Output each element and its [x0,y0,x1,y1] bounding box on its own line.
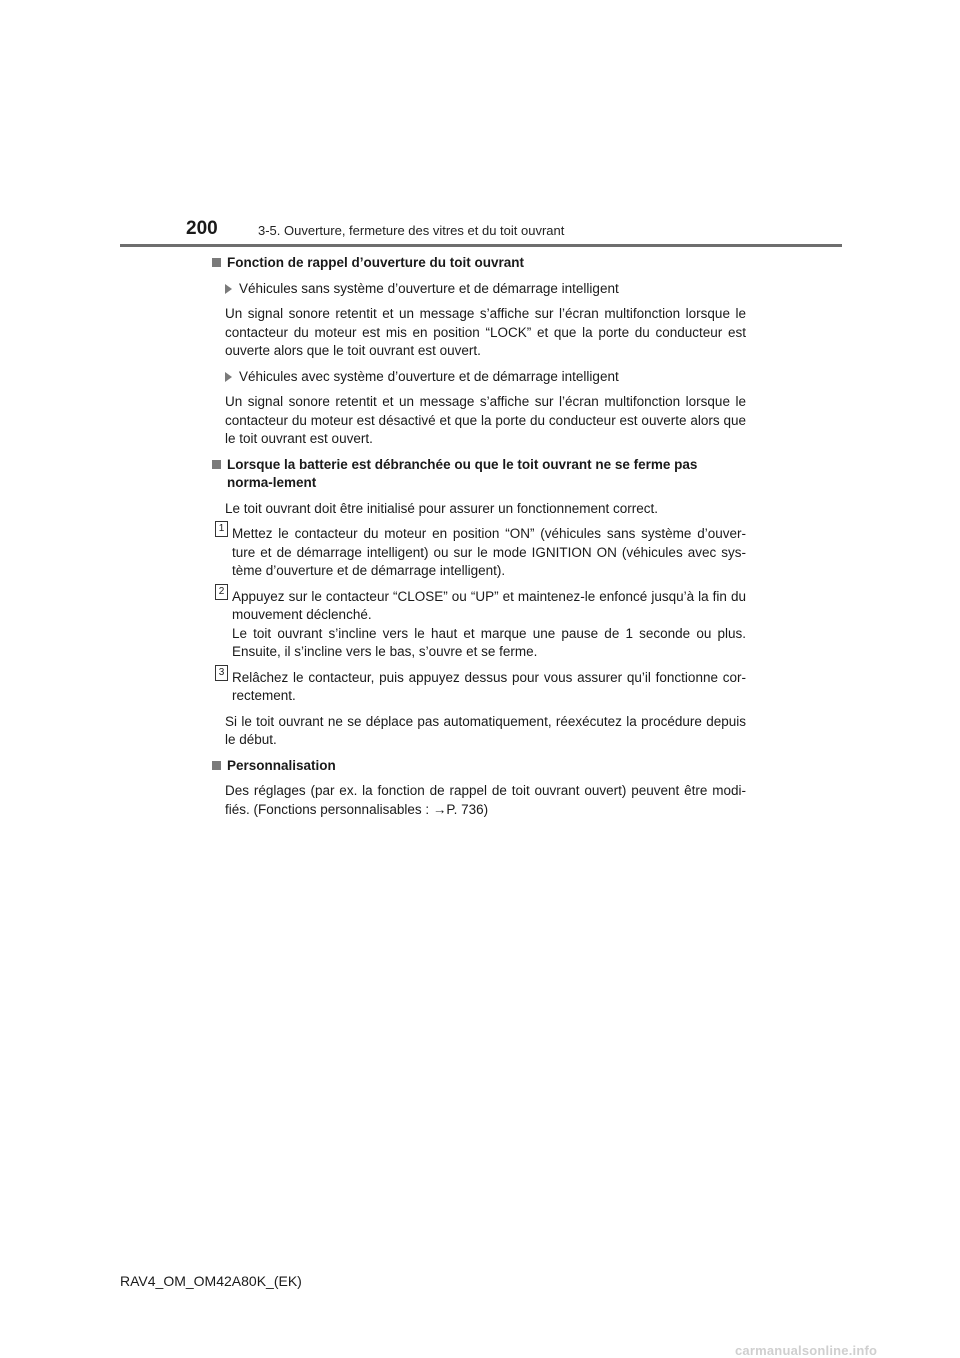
triangle-bullet-icon [225,284,232,294]
section-heading-text: Fonction de rappel d’ouverture du toit ouvrant [227,255,525,270]
step-item [218,585,746,662]
square-bullet-icon [212,460,221,469]
square-bullet-icon [212,258,221,267]
section-body [210,280,746,449]
page-number: 200 [186,218,218,239]
section-body [210,782,746,819]
step-instruction: Mettez le contacteur du moteur en position “ON” (véhicules sans système d’ouver-ture et de démarrage intelligent) ou sur le mode IGNITION ON (véhicules avec sys-tème d’ouverture et de démarrage intelligent). [232,526,746,578]
document-code: RAV4_OM_OM42A80K_(EK) [120,1273,302,1289]
watermark-text: carmanualsonline.info [735,1343,878,1358]
paragraph: Un signal sonore retentit et un message s’affiche sur l’écran multifonction lorsque le contacteur du moteur est désactivé et que la porte du conducteur est ouverte alors que le toit ouvrant est ouvert. [225,394,746,446]
section-heading [210,456,746,493]
section-heading-text: Lorsque la batterie est débranchée ou que le toit ouvrant ne se ferme pas norma-lement [227,456,698,490]
step-text [232,588,746,662]
step-item [218,666,746,706]
paragraph: Le toit ouvrant doit être initialisé pour assurer un fonctionnement correct. [225,500,658,516]
paragraph: Un signal sonore retentit et un message s’affiche sur l’écran multifonction lorsque le contacteur du moteur est mis en position “LOCK” et que la porte du conducteur est ouverte alors que le toit ouvrant est ouvert. [225,306,746,358]
vehicle-condition-item [225,368,746,387]
square-bullet-icon [212,761,221,770]
step-instruction: Appuyez sur le contacteur “CLOSE” ou “UP” et maintenez-le enfoncé jusqu’à la fin du mouvement déclenché. [232,588,746,622]
vehicle-condition-item [225,280,746,299]
section-customization [210,757,746,820]
paragraph: Des réglages (par ex. la fonction de rappel de toit ouvrant ouvert) peuvent être modi-fiés. (Fonctions personnalisables : →P. 736) [225,783,746,817]
section-battery-disconnected [210,456,746,750]
step-number-badge: 2 [215,584,228,600]
header-divider [120,244,842,247]
section-heading [210,254,746,273]
step-text [232,669,746,706]
step-result: Le toit ouvrant s’incline vers le haut et marque une pause de 1 seconde ou plus. Ensuite, il s’incline vers le bas, s’ouvre et se ferme. [232,625,746,659]
section-heading [210,757,746,776]
section-title: 3-5. Ouverture, fermeture des vitres et du toit ouvrant [258,223,565,238]
step-instruction: Relâchez le contacteur, puis appuyez dessus pour vous assurer qu’il fonctionne cor-rectement. [232,669,746,703]
step-text [232,525,746,581]
step-number-badge: 3 [215,665,228,681]
section-heading-text: Personnalisation [227,757,336,773]
step-item [218,523,746,581]
vehicle-condition-label: Véhicules avec système d’ouverture et de démarrage intelligent [239,368,619,384]
section-body [210,500,746,750]
page-content [210,254,746,826]
vehicle-condition-label: Véhicules sans système d’ouverture et de démarrage intelligent [239,280,619,296]
paragraph: Si le toit ouvrant ne se déplace pas automatiquement, réexécutez la procédure depuis le début. [225,713,746,747]
step-number-badge: 1 [215,521,228,537]
triangle-bullet-icon [225,372,232,382]
section-sunroof-reminder [210,254,746,449]
